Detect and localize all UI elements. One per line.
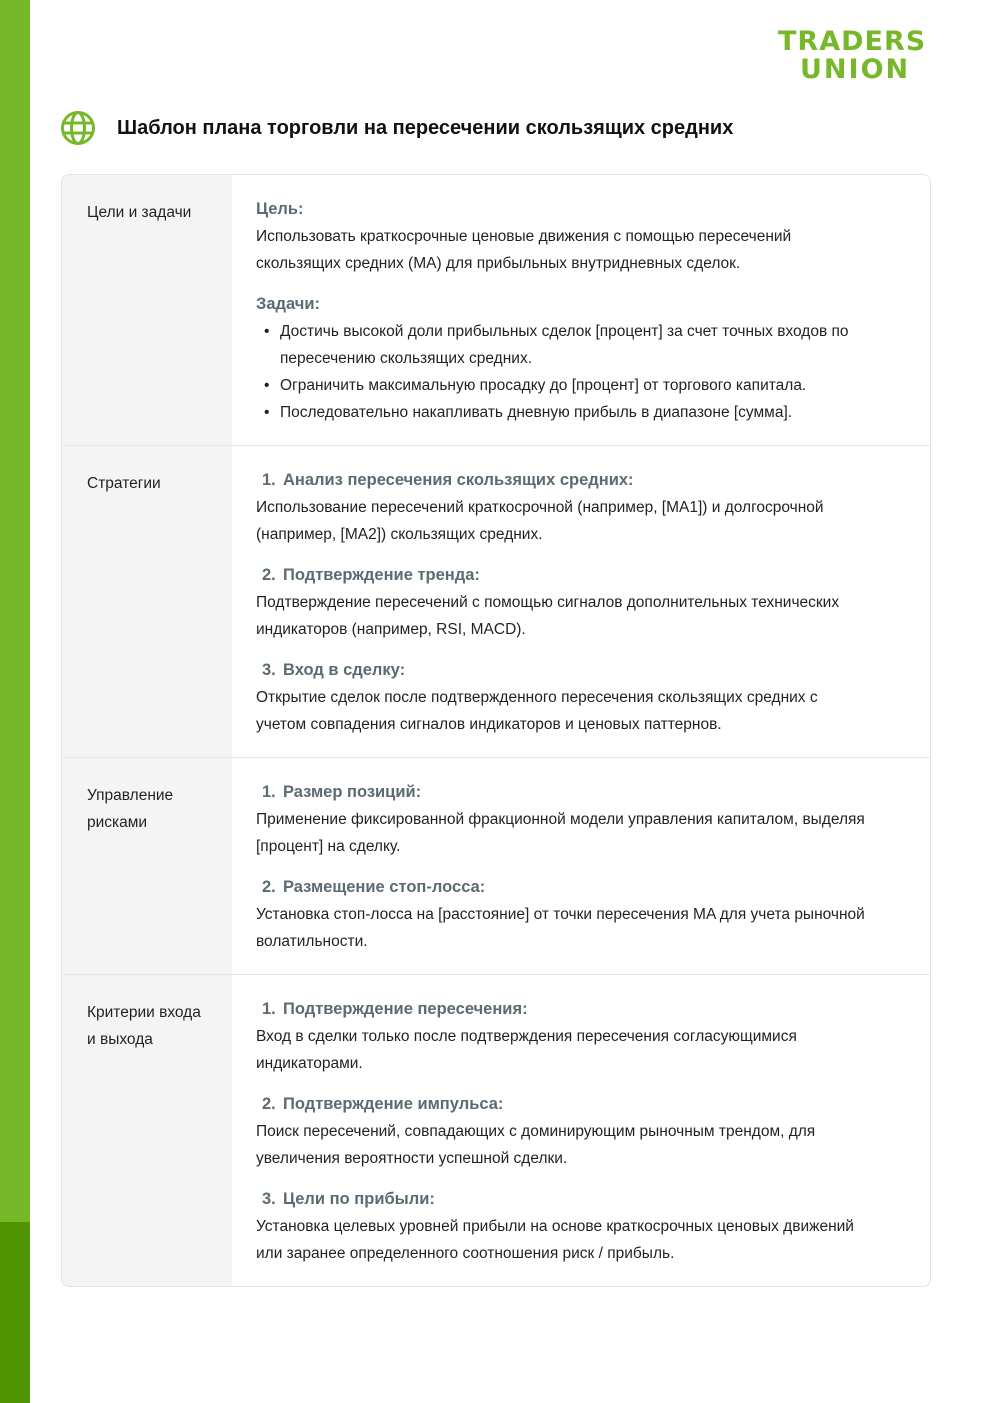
item-text-line: Вход в сделки только после подтверждения пересечения согласующимися	[256, 1028, 797, 1045]
row-content-strategies	[232, 446, 930, 757]
table-row-goals	[62, 175, 930, 445]
logo-line-2: UNION	[800, 54, 911, 85]
item-number: 1.	[262, 471, 276, 489]
strategy-item	[256, 467, 910, 548]
item-number: 2.	[262, 566, 276, 584]
table-row-risk	[62, 757, 930, 974]
list-item	[256, 372, 910, 399]
item-text-line: учетом совпадения сигналов индикаторов и ценовых паттернов.	[256, 716, 722, 733]
item-text-line: Установка целевых уровней прибыли на основе краткосрочных ценовых движений	[256, 1218, 854, 1235]
item-title: Вход в сделку:	[283, 661, 406, 679]
page-header	[60, 110, 733, 146]
row-content-criteria	[232, 975, 930, 1286]
item-text-line: Применение фиксированной фракционной модели управления капиталом, выделяя	[256, 811, 865, 828]
item-title: Анализ пересечения скользящих средних:	[283, 471, 634, 489]
item-title: Цели по прибыли:	[283, 1190, 435, 1208]
item-text-line: или заранее определенного соотношения риск / прибыль.	[256, 1245, 675, 1262]
item-title: Размещение стоп-лосса:	[283, 878, 486, 896]
row-label-text: Критерии входа	[87, 1004, 201, 1021]
item-text-line: Использование пересечений краткосрочной (например, [MA1]) и долгосрочной	[256, 499, 824, 516]
list-item-line: пересечению скользящих средних.	[280, 350, 532, 367]
list-item-line: • Достичь высокой доли прибыльных сделок [процент] за счет точных входов по	[280, 323, 849, 340]
item-number: 1.	[262, 1000, 276, 1018]
row-content-goals	[232, 175, 930, 445]
row-label-text: Цели и задачи	[87, 204, 192, 221]
goal-text-line: скользящих средних (MA) для прибыльных внутридневных сделок.	[256, 255, 741, 272]
row-label-text: Стратегии	[87, 475, 161, 492]
item-number: 2.	[262, 1095, 276, 1113]
criteria-item	[256, 996, 910, 1077]
goal-heading: Цель:	[256, 200, 304, 218]
row-label-text: и выхода	[87, 1031, 153, 1048]
logo-line-1: TRADERS	[778, 26, 927, 57]
item-title: Подтверждение тренда:	[283, 566, 480, 584]
item-text-line: Подтверждение пересечений с помощью сигналов дополнительных технических	[256, 594, 840, 611]
tasks-list	[256, 318, 910, 426]
goal-text-line: Использовать краткосрочные ценовые движения с помощью пересечений	[256, 228, 792, 245]
row-label-text: Управление	[87, 787, 174, 804]
strategy-item	[256, 562, 910, 643]
item-number: 2.	[262, 878, 276, 896]
item-text-line: (например, [MA2]) скользящих средних.	[256, 526, 543, 543]
item-text-line: [процент] на сделку.	[256, 838, 401, 855]
item-text-line: увеличения вероятности успешной сделки.	[256, 1150, 568, 1167]
row-label-text: рисками	[87, 814, 148, 831]
criteria-item	[256, 1091, 910, 1172]
plan-table	[61, 174, 931, 1287]
risk-item	[256, 779, 910, 860]
criteria-item	[256, 1186, 910, 1267]
item-number: 3.	[262, 1190, 276, 1208]
item-title: Размер позиций:	[283, 783, 422, 801]
item-text-line: индикаторами.	[256, 1055, 363, 1072]
item-text-line: Поиск пересечений, совпадающих с доминирующим рыночным трендом, для	[256, 1123, 816, 1140]
item-title: Подтверждение импульса:	[283, 1095, 504, 1113]
risk-item	[256, 874, 910, 955]
item-number: 1.	[262, 783, 276, 801]
left-accent-bar-dark	[0, 1222, 30, 1403]
list-item-line: • Ограничить максимальную просадку до [процент] от торгового капитала.	[280, 377, 807, 394]
globe-icon	[60, 110, 96, 146]
item-number: 3.	[262, 661, 276, 679]
list-item	[256, 318, 910, 372]
item-text-line: Открытие сделок после подтвержденного пересечения скользящих средних с	[256, 689, 818, 706]
traders-union-logo	[778, 28, 932, 84]
table-row-strategies	[62, 445, 930, 757]
row-label-strategies	[62, 446, 232, 757]
table-row-criteria	[62, 974, 930, 1286]
item-text-line: Установка стоп-лосса на [расстояние] от точки пересечения MA для учета рыночной	[256, 906, 865, 923]
list-item-line: • Последовательно накапливать дневную прибыль в диапазоне [сумма].	[280, 404, 793, 421]
item-text-line: индикаторов (например, RSI, MACD).	[256, 621, 526, 638]
item-title: Подтверждение пересечения:	[283, 1000, 528, 1018]
list-item	[256, 399, 910, 426]
row-label-goals	[62, 175, 232, 445]
strategy-item	[256, 657, 910, 738]
row-label-criteria	[62, 975, 232, 1286]
item-text-line: волатильности.	[256, 933, 368, 950]
row-content-risk	[232, 758, 930, 974]
left-accent-bar	[0, 0, 30, 1403]
page-title: Шаблон плана торговли на пересечении скользящих средних	[117, 116, 734, 139]
tasks-heading: Задачи:	[256, 295, 320, 313]
row-label-risk	[62, 758, 232, 974]
